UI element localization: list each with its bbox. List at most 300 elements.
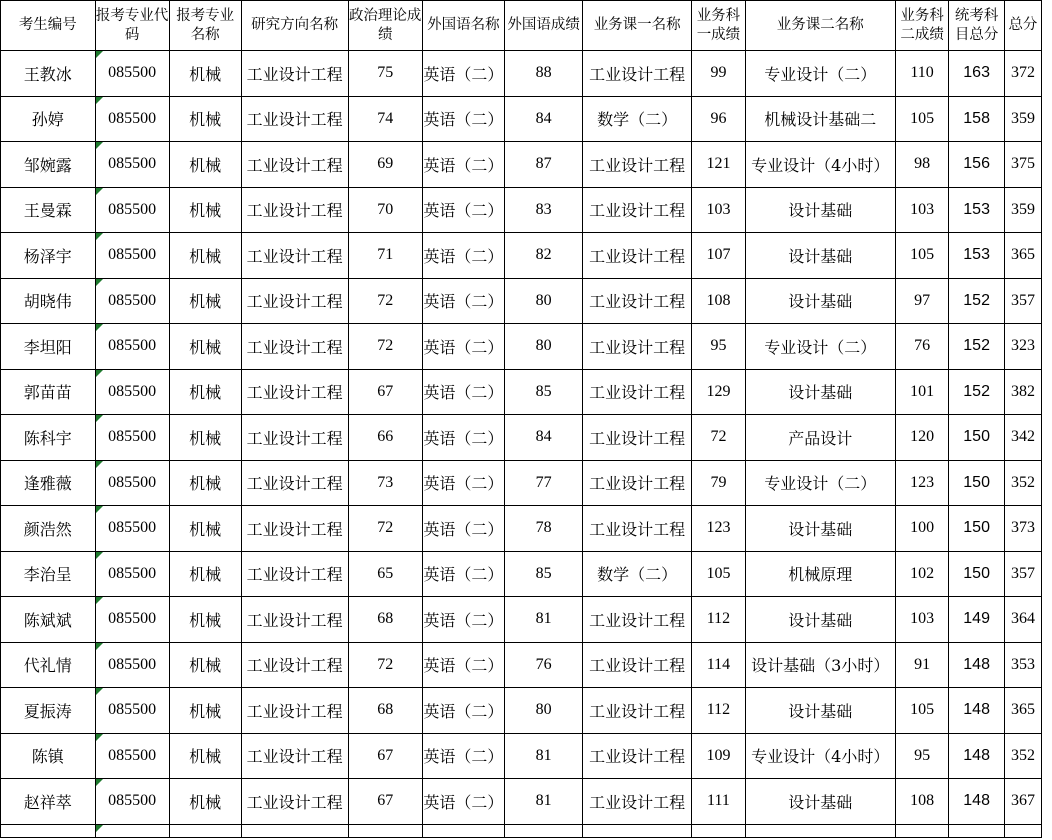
header-cell[interactable]: 报考专业名称 xyxy=(169,1,241,51)
cell-text: 工业设计工程 xyxy=(246,701,343,721)
cell-text: 机械 xyxy=(189,428,222,448)
major-name-cell[interactable] xyxy=(169,551,241,597)
major-name-cell[interactable] xyxy=(169,688,241,734)
total-score-cell[interactable] xyxy=(1004,779,1041,825)
language-score-cell[interactable] xyxy=(505,96,583,142)
direction-cell[interactable] xyxy=(241,51,348,97)
text-number-indicator-icon xyxy=(96,779,103,786)
cell-text: 专业设计（4小时） xyxy=(751,747,890,767)
course1-name-cell[interactable] xyxy=(583,551,692,597)
major-code-cell[interactable] xyxy=(95,233,169,279)
exam-total-cell[interactable] xyxy=(949,187,1005,233)
major-name-cell[interactable] xyxy=(169,369,241,415)
course1-score-cell[interactable] xyxy=(692,142,745,188)
language-score-cell[interactable] xyxy=(505,233,583,279)
major-name-cell[interactable] xyxy=(169,597,241,643)
course1-score-cell[interactable] xyxy=(692,688,745,734)
course2-score-cell[interactable] xyxy=(895,688,948,734)
major-code-cell[interactable] xyxy=(95,733,169,779)
major-name-cell[interactable] xyxy=(169,142,241,188)
politics-score-cell[interactable] xyxy=(348,233,422,279)
language-name-cell[interactable] xyxy=(422,187,504,233)
cell-text: 156 xyxy=(963,155,990,173)
language-score-cell[interactable] xyxy=(505,642,583,688)
course1-name-cell[interactable] xyxy=(583,96,692,142)
politics-score-cell[interactable] xyxy=(348,369,422,415)
language-score-cell[interactable] xyxy=(505,369,583,415)
major-code-cell[interactable] xyxy=(95,278,169,324)
major-name-cell[interactable] xyxy=(169,733,241,779)
total-score-cell[interactable] xyxy=(1004,369,1041,415)
course2-name-cell[interactable] xyxy=(745,551,895,597)
course2-score-cell[interactable] xyxy=(895,779,948,825)
cell-text: 108 xyxy=(910,792,935,810)
major-name-cell[interactable] xyxy=(169,187,241,233)
candidate-name-cell[interactable] xyxy=(1,233,96,279)
course2-name-cell[interactable] xyxy=(745,460,895,506)
course2-score-cell[interactable] xyxy=(895,369,948,415)
empty-cell[interactable] xyxy=(1004,824,1041,837)
course1-name-cell[interactable] xyxy=(583,142,692,188)
course1-score-cell[interactable] xyxy=(692,187,745,233)
exam-total-cell[interactable] xyxy=(949,233,1005,279)
course1-name-cell[interactable] xyxy=(583,597,692,643)
language-name-cell[interactable] xyxy=(422,642,504,688)
course2-name-cell[interactable] xyxy=(745,779,895,825)
course2-name-cell[interactable] xyxy=(745,233,895,279)
politics-score-cell[interactable] xyxy=(348,779,422,825)
course1-name-cell[interactable] xyxy=(583,506,692,552)
cell-text: 129 xyxy=(706,382,731,400)
course1-score-cell[interactable] xyxy=(692,51,745,97)
empty-cell[interactable] xyxy=(1,824,96,837)
exam-total-cell[interactable] xyxy=(949,324,1005,370)
exam-total-cell[interactable] xyxy=(949,551,1005,597)
direction-cell[interactable] xyxy=(241,415,348,461)
major-code-cell[interactable] xyxy=(95,142,169,188)
major-name-cell[interactable] xyxy=(169,324,241,370)
empty-cell[interactable] xyxy=(241,824,348,837)
cell-text: 150 xyxy=(963,428,990,446)
total-score-cell[interactable] xyxy=(1004,142,1041,188)
candidate-name-cell[interactable] xyxy=(1,779,96,825)
table-row xyxy=(1,551,1042,597)
empty-cell[interactable] xyxy=(692,824,745,837)
cell-text: 67 xyxy=(377,746,394,764)
exam-total-cell[interactable] xyxy=(949,779,1005,825)
exam-total-cell[interactable] xyxy=(949,51,1005,97)
exam-total-cell[interactable] xyxy=(949,506,1005,552)
language-score-cell[interactable] xyxy=(505,733,583,779)
direction-cell[interactable] xyxy=(241,506,348,552)
course1-name-cell[interactable] xyxy=(583,642,692,688)
major-name-cell[interactable] xyxy=(169,51,241,97)
cell-text: 英语（二） xyxy=(423,201,504,221)
exam-total-cell[interactable] xyxy=(949,96,1005,142)
course1-score-cell[interactable] xyxy=(692,779,745,825)
major-code-cell[interactable] xyxy=(95,51,169,97)
major-name-cell[interactable] xyxy=(169,506,241,552)
text-number-indicator-icon xyxy=(96,324,103,331)
major-code-cell[interactable] xyxy=(95,460,169,506)
total-score-cell[interactable] xyxy=(1004,233,1041,279)
cell-text: 105 xyxy=(910,701,935,719)
empty-cell[interactable] xyxy=(505,824,583,837)
candidate-name-cell[interactable] xyxy=(1,369,96,415)
candidate-name-cell[interactable] xyxy=(1,597,96,643)
language-score-cell[interactable] xyxy=(505,51,583,97)
major-name-cell[interactable] xyxy=(169,96,241,142)
cell-text: 102 xyxy=(910,564,935,582)
exam-total-cell[interactable] xyxy=(949,688,1005,734)
major-code-cell[interactable] xyxy=(95,369,169,415)
cell-text: 111 xyxy=(707,792,730,810)
candidate-name-cell[interactable] xyxy=(1,642,96,688)
table-row xyxy=(1,733,1042,779)
table-row xyxy=(1,779,1042,825)
language-name-cell[interactable] xyxy=(422,733,504,779)
course1-score-cell[interactable] xyxy=(692,733,745,779)
course1-score-cell[interactable] xyxy=(692,642,745,688)
cell-text: 68 xyxy=(377,701,394,719)
cell-text: 数学（二） xyxy=(597,565,678,585)
empty-cell[interactable] xyxy=(169,824,241,837)
direction-cell[interactable] xyxy=(241,142,348,188)
cell-text: 120 xyxy=(910,428,935,446)
politics-score-cell[interactable] xyxy=(348,51,422,97)
candidate-name-cell[interactable] xyxy=(1,324,96,370)
total-score-cell[interactable] xyxy=(1004,733,1041,779)
total-score-cell[interactable] xyxy=(1004,688,1041,734)
candidate-name-cell[interactable] xyxy=(1,733,96,779)
course1-name-cell[interactable] xyxy=(583,733,692,779)
course2-score-cell[interactable] xyxy=(895,96,948,142)
exam-total-cell[interactable] xyxy=(949,597,1005,643)
politics-score-cell[interactable] xyxy=(348,460,422,506)
cell-text: 105 xyxy=(910,109,935,127)
table-row xyxy=(1,233,1042,279)
major-code-cell[interactable] xyxy=(95,597,169,643)
course1-name-cell[interactable] xyxy=(583,415,692,461)
language-name-cell[interactable] xyxy=(422,142,504,188)
major-name-cell[interactable] xyxy=(169,278,241,324)
cell-text: 工业设计工程 xyxy=(246,747,343,767)
politics-score-cell[interactable] xyxy=(348,551,422,597)
cell-text: 112 xyxy=(706,701,731,719)
candidate-name-cell[interactable] xyxy=(1,415,96,461)
empty-cell[interactable] xyxy=(949,824,1005,837)
language-score-cell[interactable] xyxy=(505,324,583,370)
total-score-cell[interactable] xyxy=(1004,324,1041,370)
cell-text: 80 xyxy=(535,701,552,719)
exam-total-cell[interactable] xyxy=(949,142,1005,188)
course1-name-cell[interactable] xyxy=(583,688,692,734)
text-number-indicator-icon xyxy=(96,142,103,149)
language-score-cell[interactable] xyxy=(505,688,583,734)
course2-score-cell[interactable] xyxy=(895,415,948,461)
course2-name-cell[interactable] xyxy=(745,506,895,552)
course2-score-cell[interactable] xyxy=(895,733,948,779)
major-name-cell[interactable] xyxy=(169,779,241,825)
exam-total-cell[interactable] xyxy=(949,642,1005,688)
language-name-cell[interactable] xyxy=(422,278,504,324)
language-name-cell[interactable] xyxy=(422,369,504,415)
header-cell[interactable]: 报考专业代码 xyxy=(95,1,169,51)
course2-name-cell[interactable] xyxy=(745,597,895,643)
direction-cell[interactable] xyxy=(241,187,348,233)
candidate-name-cell[interactable] xyxy=(1,278,96,324)
empty-cell[interactable] xyxy=(583,824,692,837)
major-name-cell[interactable] xyxy=(169,642,241,688)
major-code-cell[interactable] xyxy=(95,324,169,370)
direction-cell[interactable] xyxy=(241,642,348,688)
course2-score-cell[interactable] xyxy=(895,51,948,97)
politics-score-cell[interactable] xyxy=(348,278,422,324)
text-number-indicator-icon xyxy=(96,506,103,513)
politics-score-cell[interactable] xyxy=(348,597,422,643)
language-name-cell[interactable] xyxy=(422,688,504,734)
course1-name-cell[interactable] xyxy=(583,278,692,324)
major-name-cell[interactable] xyxy=(169,460,241,506)
course2-name-cell[interactable] xyxy=(745,187,895,233)
course2-name-cell[interactable] xyxy=(745,142,895,188)
major-code-cell[interactable] xyxy=(95,96,169,142)
language-score-cell[interactable] xyxy=(505,142,583,188)
empty-cell[interactable] xyxy=(895,824,948,837)
course1-score-cell[interactable] xyxy=(692,233,745,279)
cell-text: 机械 xyxy=(189,792,222,812)
cell-text: 352 xyxy=(1010,746,1035,764)
header-cell[interactable]: 政治理论成绩 xyxy=(348,1,422,51)
course2-score-cell[interactable] xyxy=(895,233,948,279)
header-cell[interactable]: 业务课二名称 xyxy=(745,1,895,51)
cell-text: 工业设计工程 xyxy=(246,246,343,266)
header-cell[interactable]: 外国语名称 xyxy=(422,1,504,51)
course2-score-cell[interactable] xyxy=(895,187,948,233)
table-row-partial xyxy=(1,824,1042,837)
politics-score-cell[interactable] xyxy=(348,506,422,552)
language-score-cell[interactable] xyxy=(505,187,583,233)
empty-cell[interactable] xyxy=(348,824,422,837)
cell-text: 85 xyxy=(535,564,552,582)
header-cell[interactable]: 总分 xyxy=(1004,1,1041,51)
direction-cell[interactable] xyxy=(241,278,348,324)
major-name-cell[interactable] xyxy=(169,233,241,279)
politics-score-cell[interactable] xyxy=(348,187,422,233)
major-code-cell[interactable] xyxy=(95,415,169,461)
total-score-cell[interactable] xyxy=(1004,96,1041,142)
language-score-cell[interactable] xyxy=(505,597,583,643)
politics-score-cell[interactable] xyxy=(348,324,422,370)
language-score-cell[interactable] xyxy=(505,506,583,552)
direction-cell[interactable] xyxy=(241,324,348,370)
politics-score-cell[interactable] xyxy=(348,688,422,734)
cell-text: 专业设计（二） xyxy=(764,474,877,494)
politics-score-cell[interactable] xyxy=(348,142,422,188)
major-code-cell[interactable] xyxy=(95,551,169,597)
direction-cell[interactable] xyxy=(241,551,348,597)
course1-score-cell[interactable] xyxy=(692,324,745,370)
cell-text: 66 xyxy=(377,428,394,446)
cell-text: 工业设计工程 xyxy=(589,474,686,494)
header-cell[interactable]: 统考科目总分 xyxy=(949,1,1005,51)
course1-score-cell[interactable] xyxy=(692,597,745,643)
direction-cell[interactable] xyxy=(241,233,348,279)
language-score-cell[interactable] xyxy=(505,779,583,825)
header-cell[interactable]: 外国语成绩 xyxy=(505,1,583,51)
language-name-cell[interactable] xyxy=(422,96,504,142)
cell-text: 设计基础 xyxy=(788,610,853,630)
language-name-cell[interactable] xyxy=(422,415,504,461)
exam-total-cell[interactable] xyxy=(949,415,1005,461)
politics-score-cell[interactable] xyxy=(348,96,422,142)
language-score-cell[interactable] xyxy=(505,415,583,461)
cell-text: 英语（二） xyxy=(423,292,504,312)
total-score-cell[interactable] xyxy=(1004,187,1041,233)
language-name-cell[interactable] xyxy=(422,597,504,643)
language-name-cell[interactable] xyxy=(422,779,504,825)
header-cell[interactable]: 业务课一名称 xyxy=(583,1,692,51)
course2-name-cell[interactable] xyxy=(745,96,895,142)
language-name-cell[interactable] xyxy=(422,460,504,506)
course2-score-cell[interactable] xyxy=(895,642,948,688)
course1-name-cell[interactable] xyxy=(583,51,692,97)
course1-score-cell[interactable] xyxy=(692,96,745,142)
cell-text: 112 xyxy=(706,610,731,628)
language-score-cell[interactable] xyxy=(505,460,583,506)
cell-text: 机械 xyxy=(189,610,222,630)
header-cell[interactable]: 业务科二成绩 xyxy=(895,1,948,51)
language-name-cell[interactable] xyxy=(422,551,504,597)
candidate-name-cell[interactable] xyxy=(1,187,96,233)
cell-text: 88 xyxy=(535,64,552,82)
candidate-name-cell[interactable] xyxy=(1,688,96,734)
course2-name-cell[interactable] xyxy=(745,51,895,97)
total-score-cell[interactable] xyxy=(1004,460,1041,506)
total-score-cell[interactable] xyxy=(1004,278,1041,324)
cell-text: 84 xyxy=(535,428,552,446)
course1-score-cell[interactable] xyxy=(692,506,745,552)
major-code-cell[interactable] xyxy=(95,506,169,552)
cell-text: 颜浩然 xyxy=(23,519,72,539)
course1-name-cell[interactable] xyxy=(583,187,692,233)
cell-text: 103 xyxy=(910,200,935,218)
course2-score-cell[interactable] xyxy=(895,460,948,506)
direction-cell[interactable] xyxy=(241,460,348,506)
direction-cell[interactable] xyxy=(241,597,348,643)
course2-score-cell[interactable] xyxy=(895,597,948,643)
direction-cell[interactable] xyxy=(241,779,348,825)
course2-name-cell[interactable] xyxy=(745,415,895,461)
candidate-name-cell[interactable] xyxy=(1,142,96,188)
candidate-name-cell[interactable] xyxy=(1,51,96,97)
text-number-indicator-icon xyxy=(96,597,103,604)
major-code-cell[interactable] xyxy=(95,688,169,734)
empty-cell[interactable] xyxy=(745,824,895,837)
politics-score-cell[interactable] xyxy=(348,642,422,688)
cell-text: 085500 xyxy=(108,519,157,537)
major-code-cell[interactable] xyxy=(95,779,169,825)
course1-score-cell[interactable] xyxy=(692,369,745,415)
course1-score-cell[interactable] xyxy=(692,460,745,506)
course2-score-cell[interactable] xyxy=(895,551,948,597)
cell-text: 工业设计工程 xyxy=(246,201,343,221)
course1-score-cell[interactable] xyxy=(692,551,745,597)
exam-total-cell[interactable] xyxy=(949,460,1005,506)
empty-cell[interactable] xyxy=(422,824,504,837)
course2-name-cell[interactable] xyxy=(745,324,895,370)
cell-text: 150 xyxy=(963,473,990,491)
course1-name-cell[interactable] xyxy=(583,460,692,506)
total-score-cell[interactable] xyxy=(1004,642,1041,688)
major-name-cell[interactable] xyxy=(169,415,241,461)
direction-cell[interactable] xyxy=(241,369,348,415)
course1-score-cell[interactable] xyxy=(692,415,745,461)
course1-name-cell[interactable] xyxy=(583,324,692,370)
politics-score-cell[interactable] xyxy=(348,415,422,461)
total-score-cell[interactable] xyxy=(1004,415,1041,461)
cell-text: 机械 xyxy=(189,155,222,175)
candidate-name-cell[interactable] xyxy=(1,506,96,552)
candidate-name-cell[interactable] xyxy=(1,460,96,506)
course2-name-cell[interactable] xyxy=(745,733,895,779)
direction-cell[interactable] xyxy=(241,733,348,779)
language-name-cell[interactable] xyxy=(422,233,504,279)
course2-name-cell[interactable] xyxy=(745,278,895,324)
major-code-cell[interactable] xyxy=(95,187,169,233)
total-score-cell[interactable] xyxy=(1004,551,1041,597)
course1-name-cell[interactable] xyxy=(583,369,692,415)
cell-text: 78 xyxy=(535,519,552,537)
politics-score-cell[interactable] xyxy=(348,733,422,779)
cell-text: 英语（二） xyxy=(423,610,504,630)
header-cell[interactable]: 考生编号 xyxy=(1,1,96,51)
major-code-cell[interactable] xyxy=(95,642,169,688)
candidate-name-cell[interactable] xyxy=(1,551,96,597)
course1-score-cell[interactable] xyxy=(692,278,745,324)
header-cell[interactable]: 业务科一成绩 xyxy=(692,1,745,51)
empty-cell[interactable] xyxy=(95,824,169,837)
total-score-cell[interactable] xyxy=(1004,597,1041,643)
exam-total-cell[interactable] xyxy=(949,733,1005,779)
cell-text: 工业设计工程 xyxy=(246,474,343,494)
candidate-name-cell[interactable] xyxy=(1,96,96,142)
total-score-cell[interactable] xyxy=(1004,51,1041,97)
direction-cell[interactable] xyxy=(241,688,348,734)
language-name-cell[interactable] xyxy=(422,506,504,552)
course2-score-cell[interactable] xyxy=(895,278,948,324)
course1-name-cell[interactable] xyxy=(583,779,692,825)
exam-total-cell[interactable] xyxy=(949,278,1005,324)
course2-name-cell[interactable] xyxy=(745,369,895,415)
language-name-cell[interactable] xyxy=(422,51,504,97)
language-score-cell[interactable] xyxy=(505,551,583,597)
course2-name-cell[interactable] xyxy=(745,688,895,734)
header-cell[interactable]: 研究方向名称 xyxy=(241,1,348,51)
course2-name-cell[interactable] xyxy=(745,642,895,688)
course2-score-cell[interactable] xyxy=(895,506,948,552)
course2-score-cell[interactable] xyxy=(895,324,948,370)
total-score-cell[interactable] xyxy=(1004,506,1041,552)
language-score-cell[interactable] xyxy=(505,278,583,324)
course2-score-cell[interactable] xyxy=(895,142,948,188)
language-name-cell[interactable] xyxy=(422,324,504,370)
exam-total-cell[interactable] xyxy=(949,369,1005,415)
direction-cell[interactable] xyxy=(241,96,348,142)
cell-text: 323 xyxy=(1010,337,1035,355)
course1-name-cell[interactable] xyxy=(583,233,692,279)
cell-text: 81 xyxy=(535,792,552,810)
